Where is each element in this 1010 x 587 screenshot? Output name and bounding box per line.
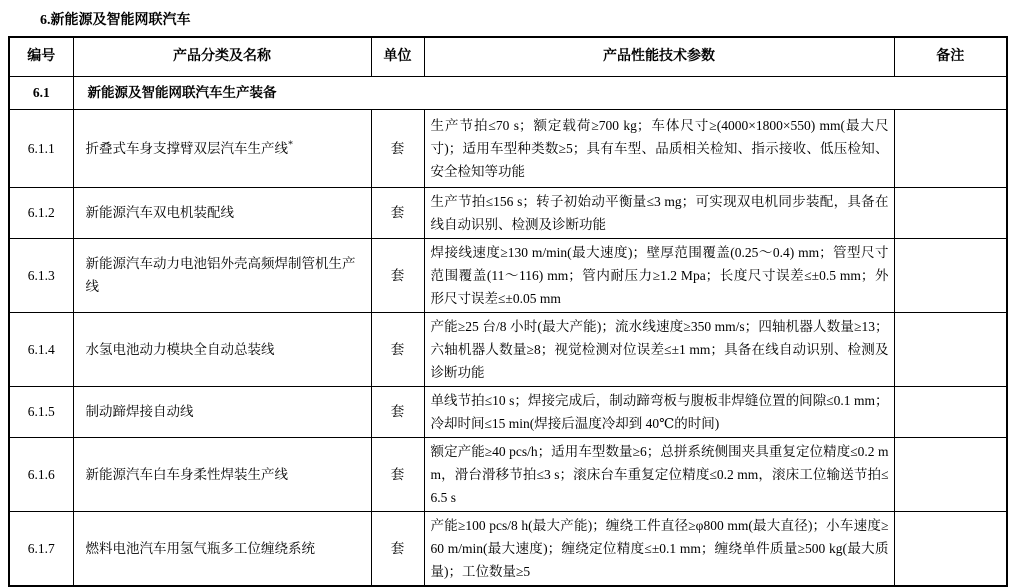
header-params: 产品性能技术参数: [424, 37, 894, 76]
row-id-cell: 6.1.5: [9, 386, 73, 437]
page-title: 6.新能源及智能网联汽车: [40, 13, 191, 28]
params-cell: 单线节拍≤10 s；焊接完成后，制动蹄弯板与腹板非焊缝位置的间隙≤0.1 mm；冷却时间≤15 min(焊接后温度冷却到 40℃的时间): [424, 386, 894, 437]
unit-cell: 套: [371, 511, 424, 586]
table-row: [9, 511, 1007, 586]
row-id-cell: 6.1.6: [9, 437, 73, 511]
header-unit: 单位: [371, 37, 424, 76]
params-cell: 焊接线速度≥130 m/min(最大速度)；壁厚范围覆盖(0.25～0.4) mm；管型尺寸范围覆盖(11～116) mm；管内耐压力≥1.2 Mpa；长度尺寸误差≤±0.5 mm；外形尺寸误差≤±0.05 mm: [424, 238, 894, 312]
params-cell: 产能≥100 pcs/8 h(最大产能)；缠绕工件直径≥φ800 mm(最大直径)；小车速度≥60 m/min(最大速度)；缠绕定位精度≤±0.1 mm；缠绕单件质量≥500 kg(最大质量)；工位数量≥5: [424, 511, 894, 586]
remark-cell: [894, 312, 1007, 386]
product-name-text: 制动蹄焊接自动线: [85, 404, 194, 419]
remark-cell: [894, 187, 1007, 238]
section-row: [9, 76, 1007, 109]
product-name-cell: [73, 312, 371, 386]
table-row: [9, 437, 1007, 511]
remark-cell: [894, 238, 1007, 312]
params-cell: 生产节拍≤156 s；转子初始动平衡量≤3 mg；可实现双电机同步装配，具备在线自动识别、检测及诊断功能: [424, 187, 894, 238]
row-id-cell: 6.1.3: [9, 238, 73, 312]
row-id-cell: 6.1.1: [9, 109, 73, 187]
product-name-cell: [73, 386, 371, 437]
product-name-text: 新能源汽车白车身柔性焊装生产线: [85, 466, 288, 482]
unit-cell: 套: [371, 386, 424, 437]
table-header-row: [9, 37, 1007, 76]
params-cell: 生产节拍≤70 s；额定载荷≥700 kg；车体尺寸≥(4000×1800×550) mm(最大尺寸)；适用车型种类数≥5；具有车型、品质相关检知、指示接收、低压检知、安全检知等功能: [424, 109, 894, 187]
product-name-cell: [73, 437, 371, 511]
table-row: [9, 312, 1007, 386]
params-cell: 额定产能≥40 pcs/h；适用车型数量≥6；总拼系统侧围夹具重复定位精度≤0.2 mm，滑台滑移节拍≤3 s；滚床台车重复定位精度≤0.2 mm，滚床工位输送节拍≤6.5 s: [424, 437, 894, 511]
unit-cell: 套: [371, 187, 424, 238]
unit-cell: 套: [371, 238, 424, 312]
remark-cell: [894, 386, 1007, 437]
row-id-cell: 6.1.7: [9, 511, 73, 586]
product-name-cell: [73, 238, 371, 312]
section-name-cell: 新能源及智能网联汽车生产装备: [73, 76, 1007, 109]
remark-cell: [894, 109, 1007, 187]
product-name-text: 燃料电池汽车用氢气瓶多工位缠绕系统: [85, 540, 315, 556]
remark-cell: [894, 437, 1007, 511]
product-name-cell: [73, 187, 371, 238]
header-id: 编号: [9, 37, 73, 76]
unit-cell: 套: [371, 437, 424, 511]
row-id-cell: 6.1.2: [9, 187, 73, 238]
table-row: [9, 187, 1007, 238]
params-cell: 产能≥25 台/8 小时(最大产能)；流水线速度≥350 mm/s；四轴机器人数量≥13；六轴机器人数量≥8；视觉检测对位误差≤±1 mm；具备在线自动识别、检测及诊断功能: [424, 312, 894, 386]
product-name-cell: [73, 109, 371, 187]
product-spec-table: [8, 36, 1008, 587]
product-name-cell: [73, 511, 371, 586]
table-row: [9, 386, 1007, 437]
row-id-cell: 6.1.4: [9, 312, 73, 386]
table-row: [9, 109, 1007, 187]
product-name-text: 新能源汽车双电机装配线: [85, 205, 234, 220]
product-name-text: 折叠式车身支撑臂双层汽车生产线: [85, 140, 288, 156]
remark-cell: [894, 511, 1007, 586]
product-name-text: 新能源汽车动力电池铝外壳高频焊制管机生产线: [85, 256, 356, 294]
unit-cell: 套: [371, 109, 424, 187]
header-product-name: 产品分类及名称: [73, 37, 371, 76]
section-id-cell: 6.1: [9, 76, 73, 109]
product-name-text: 水氢电池动力模块全自动总装线: [85, 341, 275, 357]
header-remark: 备注: [894, 37, 1007, 76]
asterisk-mark: *: [288, 139, 293, 150]
table-row: [9, 238, 1007, 312]
unit-cell: 套: [371, 312, 424, 386]
